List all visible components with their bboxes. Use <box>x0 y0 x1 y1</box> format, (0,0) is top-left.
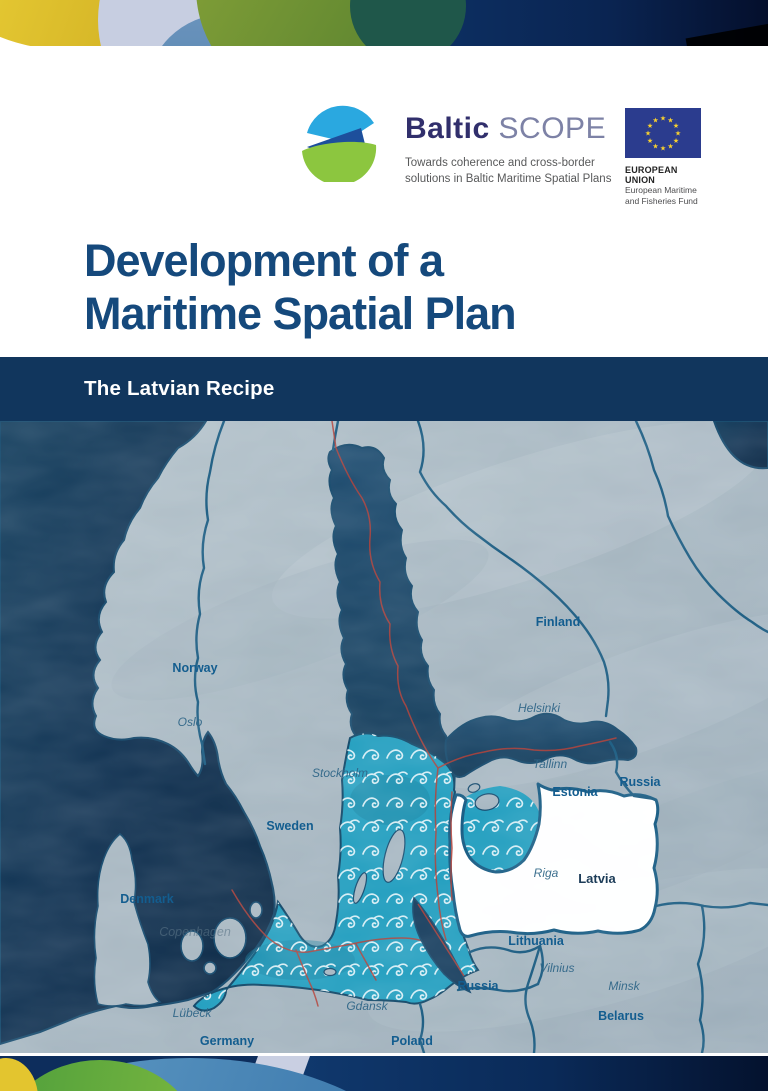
band-darkgreen-shape <box>350 0 466 46</box>
map-label-tallinn: Tallinn <box>532 757 568 771</box>
baltic-scope-logo-icon <box>298 100 380 182</box>
decorative-band-bottom <box>0 1053 768 1091</box>
eu-fund-caption <box>625 185 703 207</box>
map-label-vilnius: Vilnius <box>539 961 575 975</box>
map-label-gdansk: Gdansk <box>346 999 388 1013</box>
map-label-denmark: Denmark <box>120 892 174 906</box>
eu-star-icon: ★ <box>672 123 680 130</box>
baltic-sea-map <box>0 421 768 1053</box>
brand-tagline-line1: Towards coherence and cross-border <box>405 157 595 169</box>
eu-star-icon: ★ <box>644 130 652 138</box>
map-label-norway: Norway <box>172 661 218 675</box>
band-bottom-navy-shape <box>285 1056 768 1091</box>
eu-name: EUROPEAN UNION <box>625 165 678 185</box>
brand-title <box>405 112 611 146</box>
subtitle-text: The Latvian Recipe <box>84 377 275 400</box>
page-title <box>84 234 516 340</box>
map-label-riga: Riga <box>533 866 559 880</box>
eu-flag-icon <box>625 108 701 158</box>
map-label-russia: Russia <box>619 775 661 789</box>
brand-title-bold: Baltic <box>405 112 490 145</box>
eu-star-icon: ★ <box>646 138 654 145</box>
map-label-lithuania: Lithuania <box>508 934 564 948</box>
map-label-copenhagen: Copenhagen <box>159 925 231 939</box>
eu-funding-block <box>625 108 703 207</box>
map-label-germany: Germany <box>199 1034 255 1048</box>
brand-block <box>405 112 611 187</box>
map-label-finland: Finland <box>535 615 581 629</box>
map-label-oslo: Oslo <box>177 715 203 729</box>
eu-star-icon: ★ <box>646 123 654 130</box>
eu-star-icon: ★ <box>667 143 674 151</box>
map-label-helsinki: Helsinki <box>517 701 561 715</box>
map-label-poland: Poland <box>391 1034 433 1048</box>
map-label-minsk: Minsk <box>608 979 640 993</box>
map-label-lübeck: Lübeck <box>172 1006 212 1020</box>
eu-star-icon: ★ <box>674 130 682 138</box>
decorative-band-top <box>0 0 768 46</box>
eu-fund-line2: and Fisheries Fund <box>625 196 698 206</box>
eu-star-icon: ★ <box>659 145 667 153</box>
eu-fund-line1: European Maritime <box>625 185 697 195</box>
map-label-estonia: Estonia <box>552 785 598 799</box>
eu-star-icon: ★ <box>652 143 659 151</box>
brand-tagline-line2: solutions in Baltic Maritime Spatial Plans <box>405 173 612 185</box>
eu-star-icon: ★ <box>667 117 674 125</box>
eu-star-icon: ★ <box>659 115 667 123</box>
band-bottom-yellow-shape <box>0 1058 38 1091</box>
map-label-russia: Russia <box>457 979 499 993</box>
page-title-line2: Maritime Spatial Plan <box>84 288 516 339</box>
brand-title-light: SCOPE <box>498 112 607 145</box>
map-label-latvia: Latvia <box>578 871 616 886</box>
map-label-stockholm: Stockholm <box>311 766 369 780</box>
brand-tagline <box>405 155 611 187</box>
map-label-sweden: Sweden <box>266 819 314 833</box>
map-label-belarus: Belarus <box>598 1009 644 1023</box>
eu-star-icon: ★ <box>672 138 680 145</box>
eu-star-icon: ★ <box>652 117 659 125</box>
page-title-line1: Development of a <box>84 235 444 286</box>
subtitle-bar <box>0 357 768 421</box>
map-texture-overlay <box>0 421 768 1053</box>
